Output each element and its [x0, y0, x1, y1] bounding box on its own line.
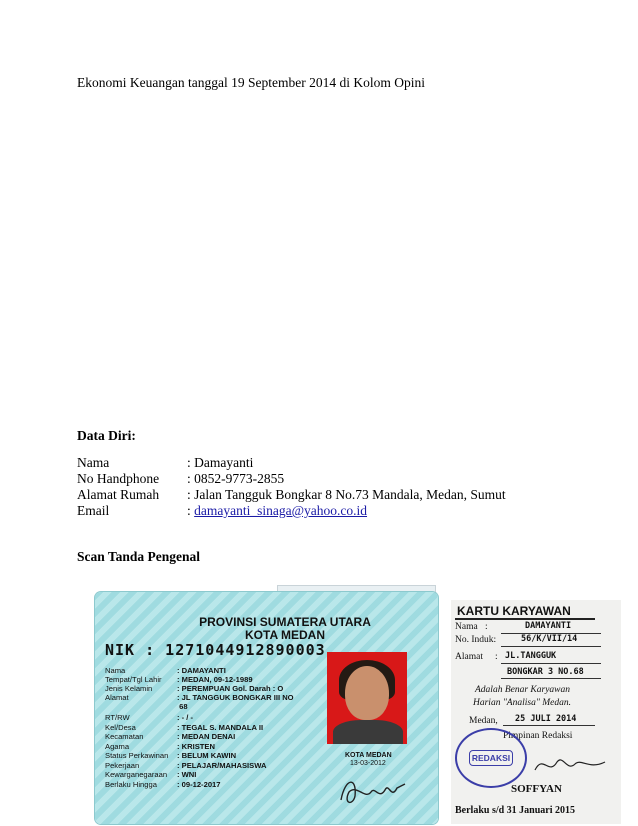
ktp-field: Berlaku Hingga : 09-12-2017: [105, 780, 221, 789]
employee-nama-label: Nama: [455, 622, 478, 632]
data-diri-heading: Data Diri:: [77, 428, 136, 443]
employee-card: KARTU KARYAWAN Nama : DAMAYANTI No. Induk: 56/K/VII/14 Alamat : JL.TANGGUK BONGKAR 3 NO.68 Adalah Benar Karyawan Harian "Analisa" Medan. Medan, 25 JULI 2014 Pimpinan Redaksi REDAKSI SOFFYAN Berlaku s/d 31 Januari 2015: [451, 600, 621, 824]
email-link[interactable]: damayanti_sinaga@yahoo.co.id: [194, 503, 368, 518]
stamp-text: REDAKSI: [469, 750, 513, 766]
email-colon: :: [187, 503, 195, 518]
employee-signature-icon: [531, 750, 611, 780]
employee-alamat-value-2: BONGKAR 3 NO.68: [507, 667, 584, 677]
employee-alamat-label: Alamat: [455, 652, 483, 662]
ktp-city: KOTA MEDAN: [245, 628, 325, 642]
ktp-field: RT/RW : - / -: [105, 713, 194, 722]
label-email: Email: [77, 503, 110, 518]
employee-statement-2: Harian "Analisa" Medan.: [473, 698, 571, 708]
employee-induk-label: No. Induk:: [455, 635, 497, 645]
value-nama: : Damayanti: [187, 455, 254, 470]
employee-nama-value: DAMAYANTI: [525, 621, 572, 631]
ktp-field: Kewarganegaraan : WNI: [105, 770, 197, 779]
ktp-field: Nama : DAMAYANTI: [105, 666, 226, 675]
ktp-issue-city: KOTA MEDAN: [345, 752, 392, 759]
ktp-field: Status Perkawinan : BELUM KAWIN: [105, 751, 237, 760]
ktp-field: Pekerjaan : PELAJAR/MAHASISWA: [105, 761, 267, 770]
employee-place: Medan,: [469, 716, 498, 726]
label-handphone: No Handphone: [77, 471, 160, 486]
ktp-field: Jenis Kelamin : PEREMPUAN Gol. Darah : O: [105, 684, 284, 693]
employee-statement-1: Adalah Benar Karyawan: [475, 685, 570, 695]
ktp-field: Agama : KRISTEN: [105, 742, 215, 751]
ktp-field: Kel/Desa : TEGAL S. MANDALA II: [105, 723, 264, 732]
ktp-field: Kecamatan : MEDAN DENAI: [105, 732, 236, 741]
scan-heading: Scan Tanda Pengenal: [77, 549, 201, 564]
value-email-wrap: [187, 503, 367, 519]
ktp-nik: NIK : 1271044912890003: [105, 641, 326, 659]
value-handphone: : 0852-9773-2855: [187, 471, 285, 486]
ktp-field: Tempat/Tgl Lahir : MEDAN, 09-12-1989: [105, 675, 253, 684]
employee-date: 25 JULI 2014: [515, 714, 577, 724]
employee-card-title: KARTU KARYAWAN: [457, 604, 571, 618]
ktp-signature-icon: [335, 770, 415, 810]
employee-signer: SOFFYAN: [511, 783, 562, 795]
employee-role: Pimpinan Redaksi: [503, 731, 573, 741]
employee-induk-value: 56/K/VII/14: [521, 634, 578, 644]
label-alamat: Alamat Rumah: [77, 487, 160, 502]
ktp-province: PROVINSI SUMATERA UTARA: [199, 615, 371, 629]
label-nama: Nama: [77, 455, 110, 470]
redaksi-stamp: [455, 728, 527, 788]
ktp-field: Alamat : JL TANGGUK BONGKAR III NO: [105, 693, 294, 702]
employee-validity: Berlaku s/d 31 Januari 2015: [455, 805, 576, 816]
article-info-line: Ekonomi Keuangan tanggal 19 September 2014 di Kolom Opini: [77, 75, 425, 90]
ktp-photo: [327, 652, 407, 744]
employee-alamat-value-1: JL.TANGGUK: [505, 651, 557, 661]
ktp-issue-date: 13-03-2012: [350, 760, 386, 767]
ktp-card: [95, 592, 438, 824]
value-alamat: : Jalan Tangguk Bongkar 8 No.73 Mandala, Medan, Sumut: [187, 487, 506, 502]
ktp-field: 68: [177, 702, 188, 711]
